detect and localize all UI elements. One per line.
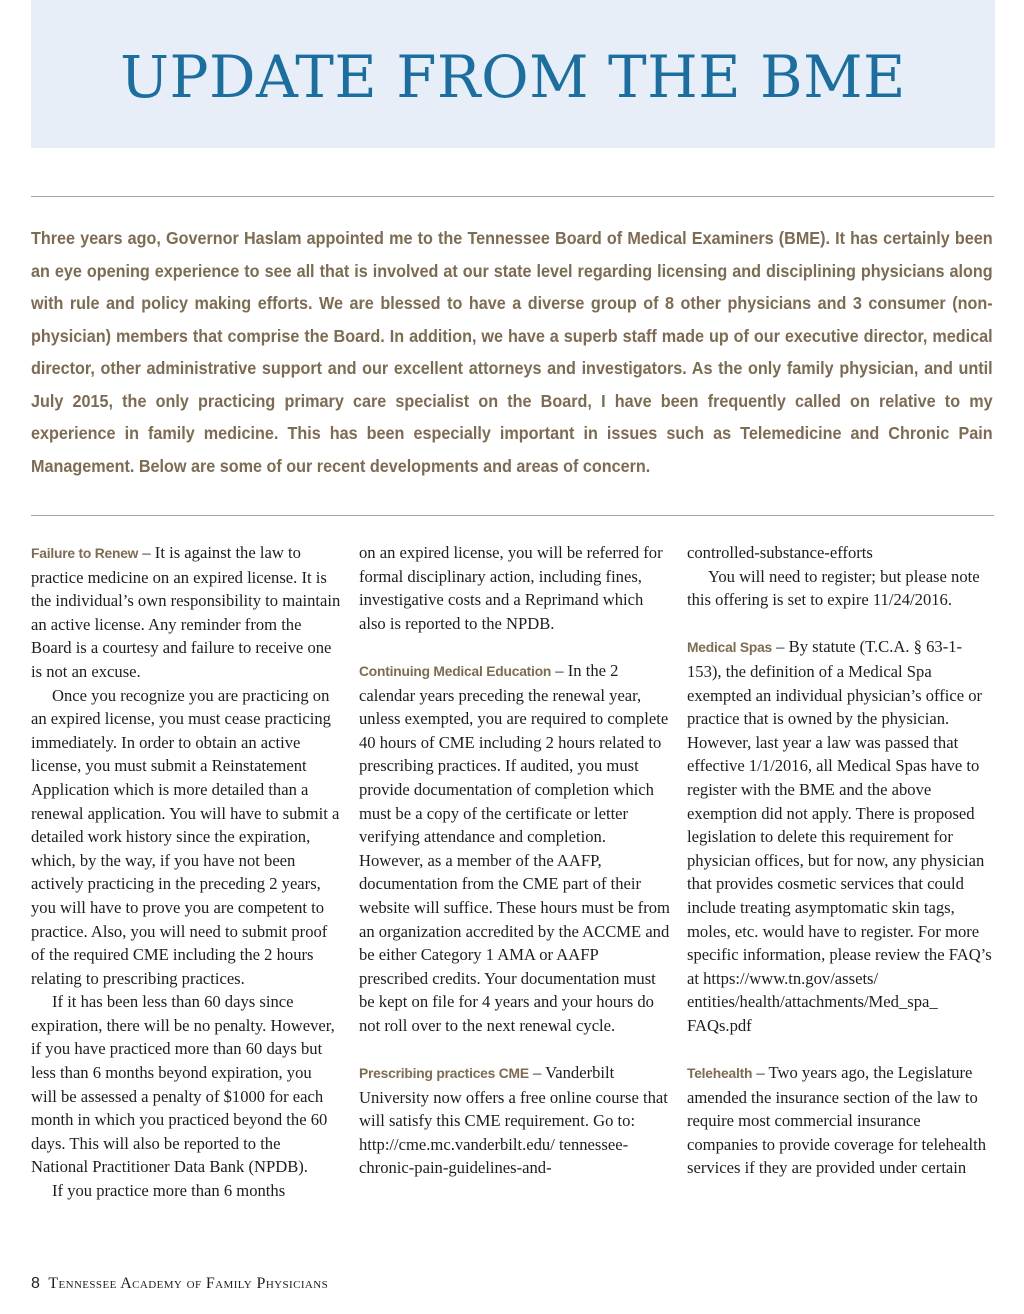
top-divider: [31, 196, 994, 197]
paragraph: on an expired license, you will be referred for formal disciplinary action, including fines, investigative costs and a Reprimand which also is reported to the NPDB.: [359, 543, 663, 633]
page-number: 8: [31, 1275, 41, 1292]
paragraph: You will need to register; but please note this offering is set to expire 11/24/2016.: [687, 566, 980, 610]
paragraph: [359, 1061, 671, 1180]
title-banner: [31, 0, 995, 148]
paragraph: Once you recognize you are practicing on an expired license, you must cease practicing immediately. In order to obtain an active license, you must submit a Reinstatement Application which is more detailed than a renewal application. You will have to submit a detailed work history since the expiration, which, by the way, if you have not been actively practicing in the preceding 2 years, you will have to prove you are competent to practice. Also, you will need to submit proof of the required CME including the 2 hours relating to prescribing practices.: [31, 685, 340, 988]
paragraph: [359, 659, 671, 1038]
paragraph-text: – It is against the law to practice medicine on an expired license. It is the individual’s own responsibility to maintain an active license. Any reminder from the Board is a courtesy and failure to receive one is not an excuse.: [31, 543, 341, 681]
paragraph: If you practice more than 6 months: [52, 1181, 286, 1201]
section-heading-prescribing-cme: Prescribing practices CME: [359, 1066, 529, 1082]
paragraph-text: – Two years ago, the Legislature amended the insurance section of the law to require most commercial insurance companies to provide coverage for telehealth services if they are provided under certain: [687, 1063, 987, 1178]
paragraph: [687, 1061, 992, 1180]
paragraph-text: – In the 2 calendar years preceding the renewal year, unless exempted, you are required to complete 40 hours of CME including 2 hours related to prescribing practices. If audited, you must provide documentation of completion which must be a copy of the certificate or letter verifying attendance and completion. However, as a member of the AAFP, documentation from the CME part of their website will suffice. These hours must be from an organization accredited by the ACCME and be either Category 1 AMA or AAFP prescribed credits. Your documentation must be kept on file for 4 years and your hours do not roll over to the next renewal cycle.: [359, 660, 670, 1035]
paragraph: [687, 635, 992, 1037]
publication-name: Tennessee Academy of Family Physicians: [48, 1275, 329, 1292]
page-footer: [31, 1275, 328, 1293]
paragraph: [31, 541, 341, 684]
bottom-divider: [31, 515, 994, 516]
section-heading-failure-to-renew: Failure to Renew: [31, 546, 139, 561]
article-column-1: [31, 541, 341, 1203]
paragraph: controlled-substance-efforts: [687, 543, 873, 562]
section-heading-cme: Continuing Medical Education: [359, 663, 552, 679]
section-heading-medical-spas: Medical Spas: [687, 640, 773, 656]
section-heading-telehealth: Telehealth: [687, 1066, 753, 1082]
article-column-3: [687, 541, 992, 1180]
paragraph: If it has been less than 60 days since expiration, there will be no penalty. However, if you have practiced more than 60 days but less than 6 months beyond expiration, you will be assessed a penalty of $1000 for each month in which you practiced beyond the 60 days. This will also be reported to the National Practitioner Data Bank (NPDB).: [31, 992, 335, 1177]
article-column-2: [359, 541, 671, 1180]
paragraph-text: – By statute (T.C.A. § 63-1-153), the definition of a Medical Spa exempted an individual physician’s office or practice that is owned by the physician. However, last year a law was passed that effective 1/1/2016, all Medical Spas have to register with the BME and the above exemption did not apply. There is proposed legislation to delete this requirement for physician offices, but for now, any physician that provides cosmetic services that could include treating asymptomatic skin tags, moles, etc. would have to register. For more specific information, please review the FAQ’s at https://www.tn.gov/assets/ entities/health/attachments/Med_spa_ FAQs.pdf: [687, 637, 992, 1035]
intro-paragraph: Three years ago, Governor Haslam appointed me to the Tennessee Board of Medical Examiners (BME). It has certainly been an eye opening experience to see all that is involved at our state level regarding licensing and disciplining physicians along with rule and policy making efforts. We are blessed to have a diverse group of 8 other physicians and 3 consumer (non-physician) members that comprise the Board. In addition, we have a superb staff made up of our executive director, medical director, other administrative support and our excellent attorneys and investigators. As the only family physician, and until July 2015, the only practicing primary care specialist on the Board, I have been frequently called on relative to my experience in family medicine. This has been especially important in issues such as Telemedicine and Chronic Pain Management. Below are some of our recent developments and areas of concern.: [31, 228, 993, 476]
page-title: UPDATE FROM THE BME: [120, 43, 906, 111]
paragraph-text: – Vanderbilt University now offers a free online course that will satisfy this CME requirement. Go to: http://cme.mc.vanderbilt.edu/ tennessee-chronic-pain-guidelines-and-: [359, 1063, 668, 1178]
